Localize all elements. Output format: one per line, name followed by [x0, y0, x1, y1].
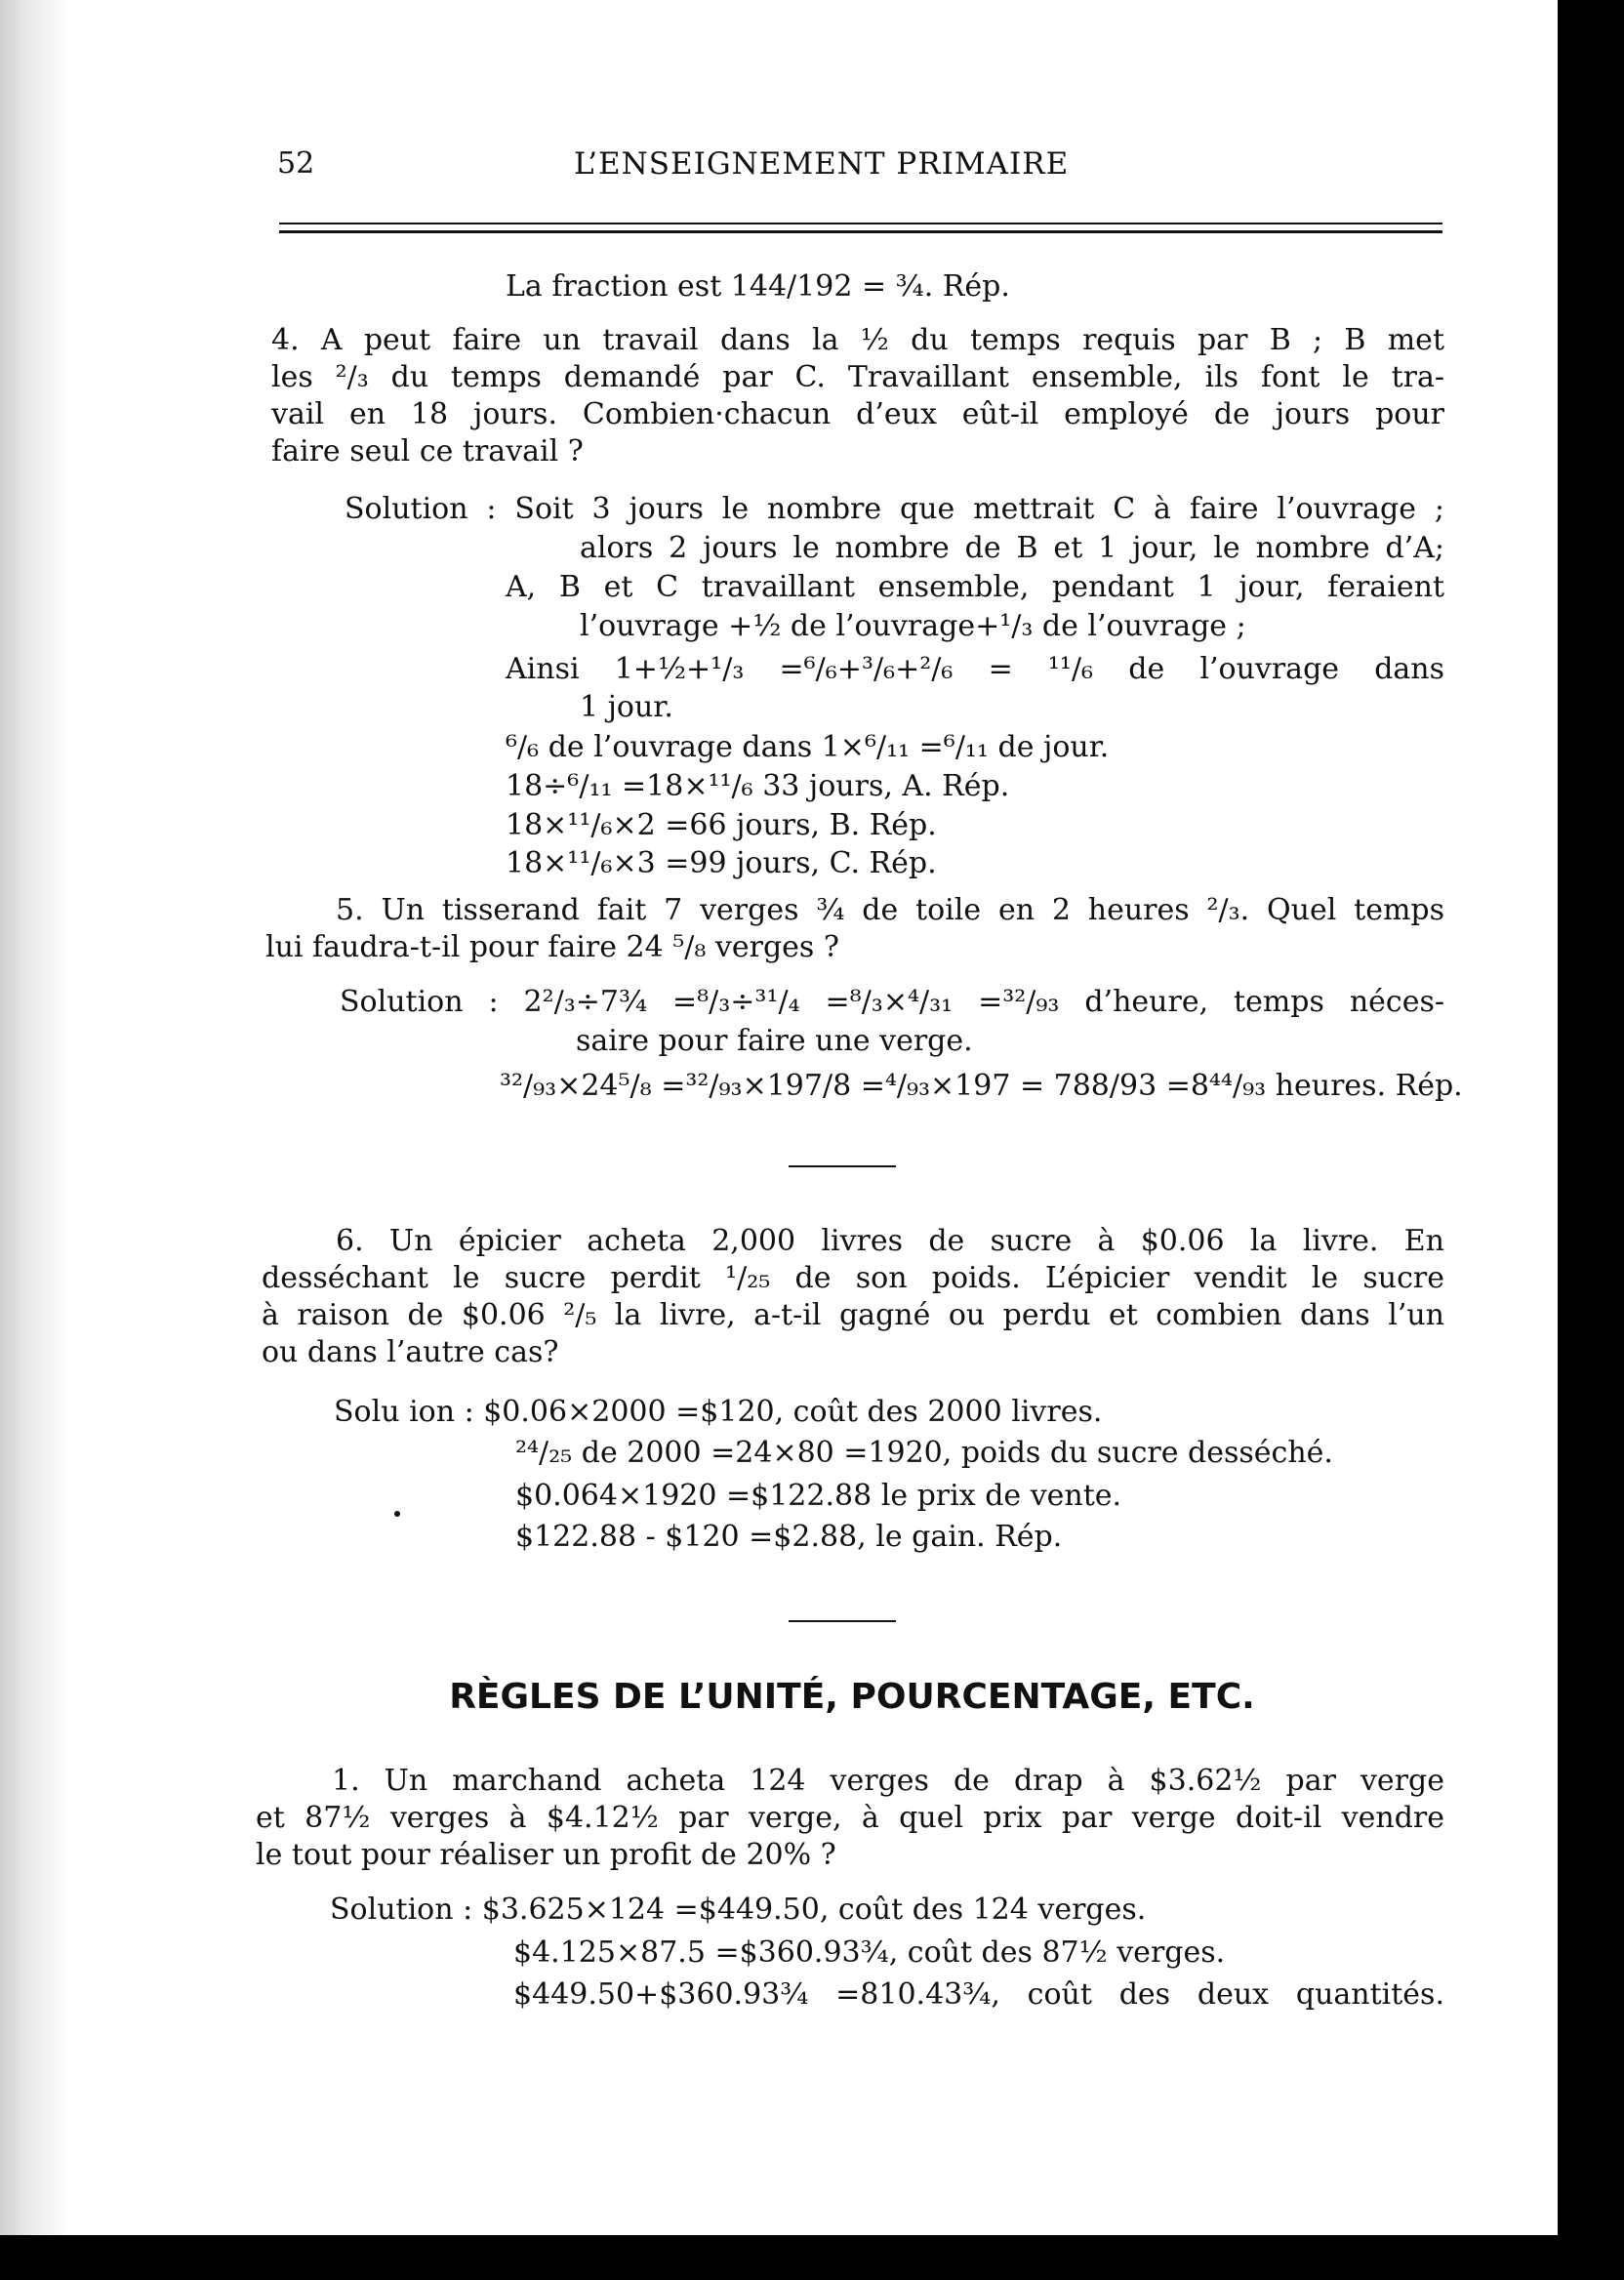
solution-line: 18÷⁶/₁₁ =18×¹¹/₆ 33 jours, A. Rép.: [506, 769, 1010, 803]
text-line: faire seul ce travail ?: [271, 434, 584, 468]
solution-line: ⁶/₆ de l’ouvrage dans 1×⁶/₁₁ =⁶/₁₁ de jour.: [506, 730, 1110, 764]
text-line: 6. Un épicier acheta 2,000 livres de sucre à $0.06 la livre. En: [336, 1224, 1444, 1258]
solution-line: 18×¹¹/₆×3 =99 jours, C. Rép.: [506, 846, 937, 880]
text-line: 5. Un tisserand fait 7 verges ¾ de toile en 2 heures ²/₃. Quel temps: [336, 893, 1444, 927]
header-rule-thick: [279, 230, 1442, 233]
text-line: lui faudra-t-il pour faire 24 ⁵/₈ verges ?: [265, 930, 839, 964]
solution-line: $449.50+$360.93¾ =810.43¾, coût des deux quantités.: [513, 1977, 1444, 2012]
section-heading: RÈGLES DE L’UNITÉ, POURCENTAGE, ETC.: [449, 1677, 1255, 1717]
solution-line: Solution : Soit 3 jours le nombre que mettrait C à faire l’ouvrage ;: [345, 492, 1444, 526]
header-rule-thin: [279, 223, 1442, 224]
text-line: desséchant le sucre perdit ¹/₂₅ de son poids. L’épicier vendit le sucre: [262, 1261, 1444, 1295]
scan-border-bottom: [0, 2237, 1624, 2280]
running-header: [262, 146, 1433, 185]
solution-line: Solution : $3.625×124 =$449.50, coût des 124 verges.: [330, 1893, 1147, 1927]
text-line: 4. A peut faire un travail dans la ½ du temps requis par B ; B met: [271, 323, 1444, 357]
solution-line: saire pour faire une verge.: [576, 1024, 973, 1058]
solution-line: $122.88 - $120 =$2.88, le gain. Rép.: [515, 1520, 1063, 1554]
text-line: vail en 18 jours. Combien·chacun d’eux eût-il employé de jours pour: [271, 397, 1444, 431]
solution-line: Solution : 2²/₃÷7¾ =⁸/₃÷³¹/₄ =⁸/₃×⁴/₃₁ =³²/₉₃ d’heure, temps néces-: [340, 985, 1444, 1019]
solution-line: 18×¹¹/₆×2 =66 jours, B. Rép.: [506, 808, 937, 842]
solution-line: $4.125×87.5 =$360.93¾, coût des 87½ verges.: [513, 1935, 1226, 1970]
scan-border-right: [1558, 0, 1624, 2280]
solution-line: ³²/₉₃×24⁵/₈ =³²/₉₃×197/8 =⁴/₉₃×197 = 788/93 =8⁴⁴/₉₃ heures. Rép.: [500, 1069, 1463, 1103]
solution-line: A, B et C travaillant ensemble, pendant 1 jour, feraient: [506, 570, 1444, 604]
separator-rule: [789, 1165, 896, 1167]
text-line: le tout pour réaliser un profit de 20% ?: [256, 1838, 836, 1872]
text-line: La fraction est 144/192 = ¾. Rép.: [506, 269, 1010, 304]
print-speck: [394, 1511, 400, 1517]
solution-line: $0.064×1920 =$122.88 le prix de vente.: [515, 1479, 1122, 1513]
text-line: les ²/₃ du temps demandé par C. Travaillant ensemble, ils font le tra-: [271, 360, 1444, 394]
solution-line: alors 2 jours le nombre de B et 1 jour, le nombre d’A;: [580, 531, 1444, 565]
solution-line: l’ouvrage +½ de l’ouvrage+¹/₃ de l’ouvrage ;: [580, 609, 1246, 643]
text-line: 1. Un marchand acheta 124 verges de drap à $3.62½ par verge: [332, 1764, 1444, 1798]
solution-line: ²⁴/₂₅ de 2000 =24×80 =1920, poids du sucre desséché.: [515, 1436, 1333, 1470]
page-number: 52: [277, 146, 315, 181]
text-line: à raison de $0.06 ²/₅ la livre, a-t-il gagné ou perdu et combien dans l’un: [262, 1298, 1444, 1332]
solution-line: Ainsi 1+½+¹/₃ =⁶/₆+³/₆+²/₆ = ¹¹/₆ de l’ouvrage dans: [506, 652, 1444, 686]
text-line: ou dans l’autre cas?: [262, 1335, 559, 1369]
page-gutter-shadow: [0, 0, 68, 2235]
solution-line: 1 jour.: [580, 690, 673, 724]
separator-rule: [789, 1620, 896, 1622]
text-line: et 87½ verges à $4.12½ par verge, à quel prix par verge doit-il vendre: [256, 1801, 1444, 1835]
solution-line: Solu ion : $0.06×2000 =$120, coût des 2000 livres.: [334, 1395, 1103, 1429]
running-title: L’ENSEIGNEMENT PRIMAIRE: [574, 146, 1070, 182]
